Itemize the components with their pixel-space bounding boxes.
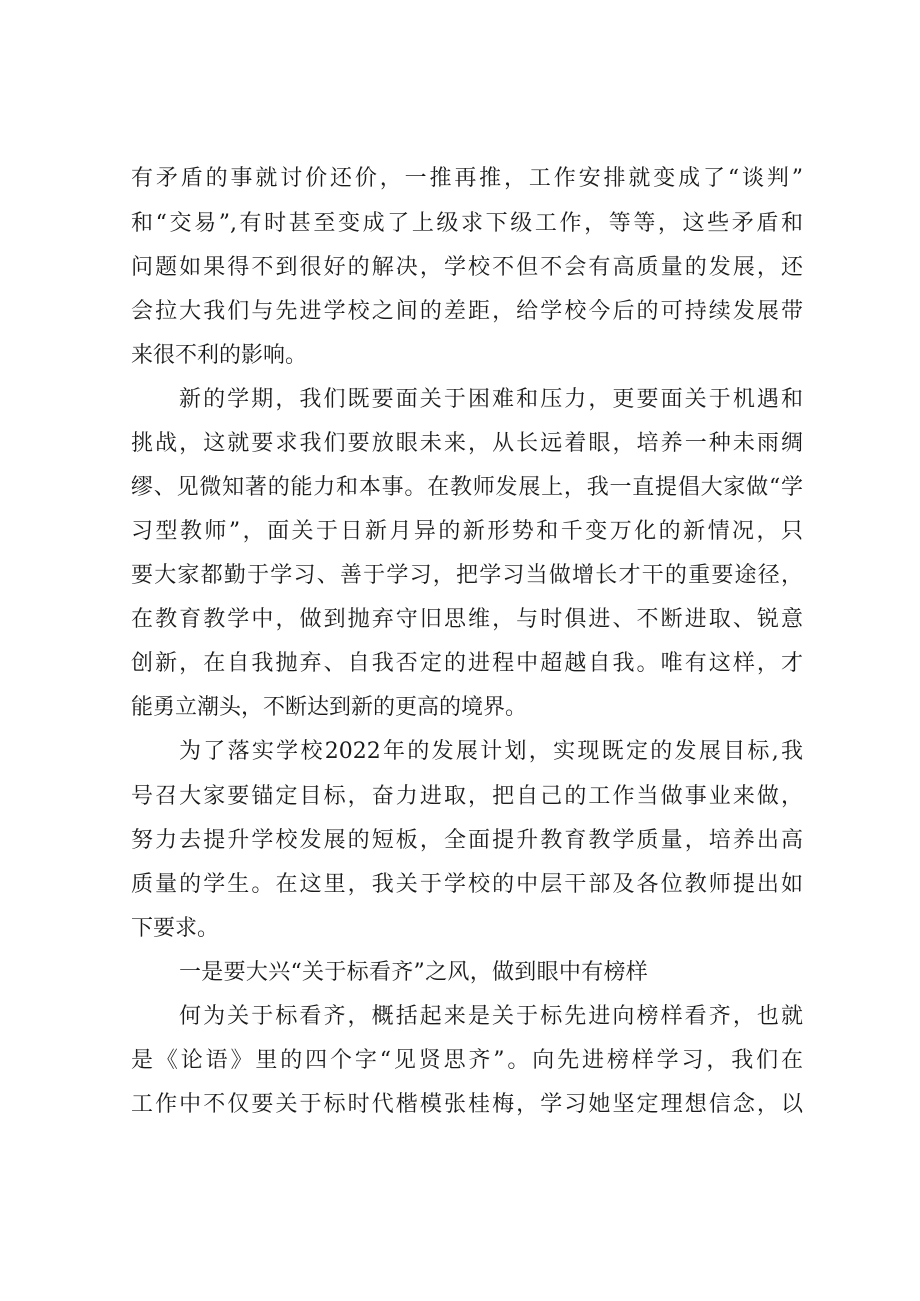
paragraph-2-line-1: 新的学期，我们既要面关于困难和压力，更要面关于机遇和 xyxy=(179,387,803,412)
paragraph-2-line-3: 缪、见微知著的能力和本事。在教师发展上，我一直提倡大家做“学 xyxy=(131,475,803,500)
paragraph-2-line-7: 创新，在自我抛弃、自我否定的进程中超越自我。唯有这样，才 xyxy=(131,651,803,676)
paragraph-1-line-3: 问题如果得不到很好的解决，学校不但不会有高质量的发展，还 xyxy=(131,255,803,280)
paragraph-1-line-2: 和“交易”,有时甚至变成了上级求下级工作，等等，这些矛盾和 xyxy=(131,211,803,236)
paragraph-2-line-5: 要大家都勤于学习、善于学习，把学习当做增长才干的重要途径， xyxy=(131,563,803,588)
paragraph-3-line-1: 为了落实学校2022年的发展计划，实现既定的发展目标,我 xyxy=(179,739,803,764)
paragraph-3-line-2: 号召大家要锚定目标，奋力进取，把自己的工作当做事业来做， xyxy=(131,784,803,809)
paragraph-2-line-2: 挑战，这就要求我们要放眼未来，从长远着眼，培养一种未雨绸 xyxy=(131,431,803,456)
paragraph-1-line-4: 会拉大我们与先进学校之间的差距，给学校今后的可持续发展带 xyxy=(131,299,803,324)
paragraph-5-line-2: 是《论语》里的四个字“见贤思齐”。向先进榜样学习，我们在 xyxy=(131,1048,803,1073)
section-heading: 一是要大兴“关于标看齐”之风，做到眼中有榜样 xyxy=(179,960,649,985)
paragraph-1-line-1: 有矛盾的事就讨价还价，一推再推，工作安排就变成了“谈判” xyxy=(131,166,803,191)
paragraph-2-line-4: 习型教师”，面关于日新月异的新形势和千变万化的新情况，只 xyxy=(131,519,803,544)
paragraph-3-line-3: 努力去提升学校发展的短板，全面提升教育教学质量，培养出高 xyxy=(131,828,803,853)
paragraph-3-line-5: 下要求。 xyxy=(131,916,220,941)
paragraph-1-line-5: 来很不利的影响。 xyxy=(131,343,308,368)
paragraph-5-line-3: 工作中不仅要关于标时代楷模张桂梅，学习她坚定理想信念，以 xyxy=(131,1092,803,1117)
paragraph-2-line-6: 在教育教学中，做到抛弃守旧思维，与时俱进、不断进取、锐意 xyxy=(131,607,803,632)
paragraph-5-line-1: 何为关于标看齐，概括起来是关于标先进向榜样看齐，也就 xyxy=(179,1004,803,1029)
paragraph-3-line-4: 质量的学生。在这里，我关于学校的中层干部及各位教师提出如 xyxy=(131,872,803,897)
paragraph-2-line-8: 能勇立潮头，不断达到新的更高的境界。 xyxy=(131,695,528,720)
